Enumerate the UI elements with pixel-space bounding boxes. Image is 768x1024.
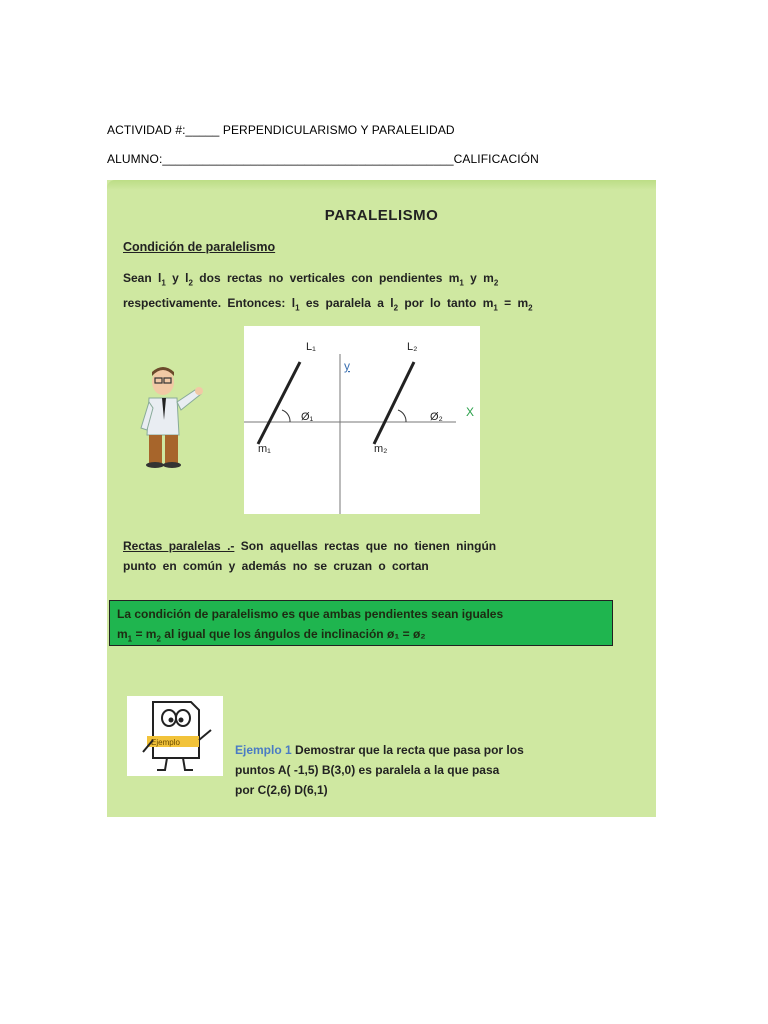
angle2-label: Ø₂ bbox=[430, 411, 443, 423]
parallel-definition: Rectas paralelas .- Son aquellas rectas que no tienen ningún punto en común y además no se cruzan o cortan bbox=[123, 539, 497, 573]
line2-label: L₂ bbox=[407, 341, 418, 353]
condition-highlight-text: La condición de paralelismo es que ambas pendientes sean iguales $m_1 = m_2$ al igual que los ángulos de inclinación ø₁ = ø₂ bbox=[117, 607, 504, 644]
y-axis-label: y bbox=[344, 359, 350, 373]
example-character-icon bbox=[127, 696, 223, 776]
example-line-2: puntos A( -1,5) B(3,0) es paralela a la que pasa bbox=[235, 763, 500, 777]
paralelismo-panel bbox=[107, 180, 656, 817]
line1-label: L₁ bbox=[306, 341, 316, 353]
example-line-1: Ejemplo 1 Demostrar que la recta que pasa por los bbox=[235, 743, 524, 757]
panel-top-strip bbox=[107, 180, 656, 190]
m2-label: m₂ bbox=[374, 443, 388, 455]
panel-title: PARALELISMO bbox=[324, 207, 439, 224]
m1-label: m₁ bbox=[258, 443, 271, 455]
example-badge-text: Ejemplo bbox=[151, 738, 180, 747]
parallel-lines-figure bbox=[244, 326, 480, 514]
angle1-label: Ø₁ bbox=[301, 411, 314, 423]
condition-paragraph: Sean $l_1$ y $l_2$ dos rectas no verticales con pendientes $m_1$ y $m_2$ respectivamente. Entonces: $l_1$ es paralela a $l_2$ por lo tanto $m_1 = m_2$ bbox=[123, 271, 533, 313]
condition-heading: Condición de paralelismo bbox=[123, 240, 276, 254]
condition-highlight-box bbox=[109, 600, 613, 646]
x-axis-label: X bbox=[466, 405, 475, 419]
student-name-line: ALUMNO:___________________________________________CALIFICACIÓN bbox=[107, 152, 539, 166]
activity-title-line: ACTIVIDAD #:_____ PERPENDICULARISMO Y PARALELIDAD bbox=[107, 123, 455, 137]
example-line-3: por C(2,6) D(6,1) bbox=[235, 783, 328, 797]
teacher-illustration bbox=[135, 360, 225, 470]
